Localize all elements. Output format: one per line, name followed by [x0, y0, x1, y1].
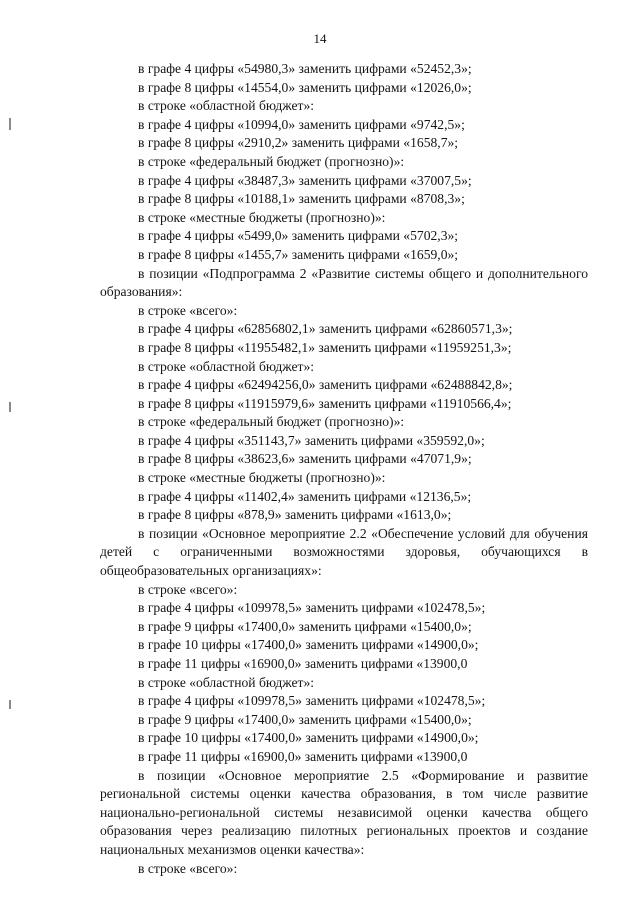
text-line: в графе 4 цифры «5499,0» заменить цифрами «5702,3»; [138, 228, 459, 244]
text-line: в графе 4 цифры «62494256,0» заменить цифрами «62488842,8»; [138, 377, 513, 393]
text-line: в графе 8 цифры «38623,6» заменить цифрами «47071,9»; [138, 451, 472, 467]
paragraph: в позиции «Основное мероприятие 2.5 «Формирование и развитие региональной системы оценки качества образования, в том числе развитие национально-региональной системы независимой оценки качества общего образования через реализацию пилотных региональных проектов и создание национальных механизмов оценки качества»: [100, 767, 588, 857]
text-line: в строке «областной бюджет»: [138, 674, 315, 690]
text-line: в графе 9 цифры «17400,0» заменить цифрами «15400,0»; [138, 711, 472, 727]
text-line: в графе 8 цифры «14554,0» заменить цифрами «12026,0»; [138, 79, 472, 95]
text-line: в графе 11 цифры «16900,0» заменить цифрами «13900,0 [138, 656, 468, 671]
text-line: в графе 10 цифры «17400,0» заменить цифрами «14900,0»; [138, 637, 479, 653]
text-line: в графе 8 цифры «10188,1» заменить цифрами «8708,3»; [138, 191, 465, 207]
text-line: в строке «местные бюджеты (прогнозно)»: [138, 470, 386, 486]
text-line: в графе 8 цифры «878,9» заменить цифрами «1613,0»; [138, 507, 452, 523]
text-line: в графе 4 цифры «109978,5» заменить цифрами «102478,5»; [138, 600, 486, 616]
text-line: в строке «областной бюджет»: [138, 358, 315, 374]
text-line: в графе 4 цифры «54980,3» заменить цифрами «52452,3»; [138, 61, 472, 76]
text-line: в графе 10 цифры «17400,0» заменить цифрами «14900,0»; [138, 730, 479, 746]
text-line: в графе 4 цифры «351143,7» заменить цифрами «359592,0»; [138, 432, 485, 448]
text-line: в графе 4 цифры «10994,0» заменить цифрами «9742,5»; [138, 116, 465, 132]
text-line: в графе 4 цифры «62856802,1» заменить цифрами «62860571,3»; [138, 321, 513, 337]
text-line: в графе 8 цифры «11915979,6» заменить цифрами «11910566,4»; [138, 395, 512, 411]
document-body [100, 60, 588, 878]
text-line: в графе 11 цифры «16900,0» заменить цифрами «13900,0 [138, 748, 468, 764]
text-line: в графе 9 цифры «17400,0» заменить цифрами «15400,0»; [138, 618, 472, 634]
text-line: в строке «местные бюджеты (прогнозно)»: [138, 209, 386, 225]
text-line: в строке «федеральный бюджет (прогнозно)»: [138, 153, 405, 169]
text-line: в графе 8 цифры «2910,2» заменить цифрами «1658,7»; [138, 135, 459, 151]
margin-scan-mark [9, 402, 11, 412]
text-line: в строке «всего»: [138, 302, 238, 318]
text-line: в строке «всего»: [138, 860, 238, 876]
text-line: в графе 4 цифры «38487,3» заменить цифрами «37007,5»; [138, 172, 472, 188]
text-line: в строке «областной бюджет»: [138, 98, 315, 114]
text-line: в графе 4 цифры «109978,5» заменить цифрами «102478,5»; [138, 693, 486, 709]
margin-scan-mark [9, 700, 11, 709]
margin-scan-mark [9, 118, 11, 130]
text-line: в графе 8 цифры «11955482,1» заменить цифрами «11959251,3»; [138, 339, 512, 355]
page-number: 14 [313, 31, 327, 46]
paragraph: в позиции «Подпрограмма 2 «Развитие системы общего и дополнительного образования»: [100, 265, 588, 300]
text-line: в графе 4 цифры «11402,4» заменить цифрами «12136,5»; [138, 488, 472, 504]
paragraph: в позиции «Основное мероприятие 2.2 «Обеспечение условий для обучения детей с ограниченными возможностями здоровья, обучающихся в общеобразовательных организациях»: [100, 525, 588, 579]
text-line: в графе 8 цифры «1455,7» заменить цифрами «1659,0»; [138, 246, 459, 262]
text-line: в строке «всего»: [138, 581, 238, 597]
text-line: в строке «федеральный бюджет (прогнозно)»: [138, 414, 405, 430]
